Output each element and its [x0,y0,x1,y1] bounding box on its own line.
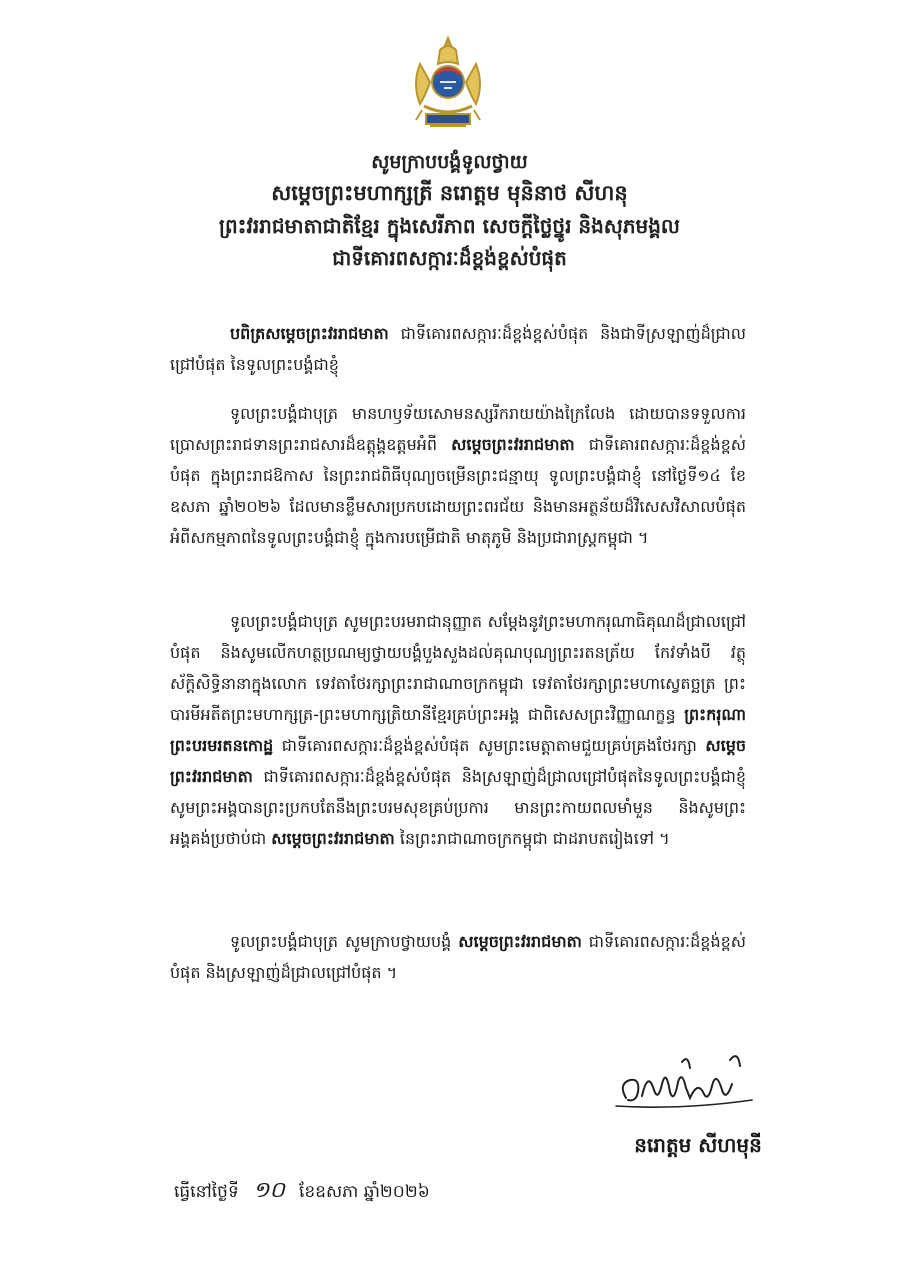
paragraph-text: ជាទីគោរពសក្ការៈដ៏ខ្ពង់ខ្ពស់បំផុត ក្នុងព្រះរាជឱកាស នៃព្រះរាជពិធីបុណ្យចម្រើនព្រះជន្មាយុ ទូលព្រះបង្គំជាខ្ញុំ នៅថ្ងៃទី១៤ ខែឧសភា ឆ្នាំ២០២៦ ដែលមានខ្លឹមសារប្រកបដោយព្រះពរជ័យ និងមានអត្ថន័យដ៏វិសេសវិសាលបំផុត អំពីសកម្មភាពនៃទូលព្រះបង្គំជាខ្ញុំ ក្នុងការបម្រើជាតិ មាតុភូមិ និងប្រជារាស្ត្រកម្ពុជា ។ [170,435,746,547]
body-paragraph-1 [170,318,746,380]
body-paragraph-4 [170,926,746,988]
addressee-name: សម្តេចព្រះមហាក្សត្រី នរោត្តម មុនិនាថ សីហនុ [271,181,628,205]
royal-coat-of-arms-icon [400,34,496,134]
paragraph-text: ទូលព្រះបង្គំជាបុត្រ សូមព្រះបរមរាជានុញ្ញាត សម្តែងនូវព្រះមហាករុណាធិគុណដ៏ជ្រាលជ្រៅបំផុត និងសូមលើកហត្ថប្រណម្យថ្វាយបង្គំបួងសួងដល់គុណបុណ្យព្រះរតនត្រ័យ កែវទាំងបី វត្ថុស័ក្តិសិទ្ធិនានាក្នុងលោក ទេវតាថែរក្សាព្រះរាជាណាចក្រកម្ពុជា ទេវតាថែរក្សាព្រះមហាស្វេតច្ឆត្រ ព្រះបារមីអតីតព្រះមហាក្សត្រ-ព្រះមហាក្សត្រិយានីខ្មែរគ្រប់ព្រះអង្គ ជាពិសេសព្រះវិញ្ញាណក្ខន្ធ [170,612,746,724]
handwritten-signature-icon [612,1040,762,1120]
emphasized-title: សម្តេចព្រះវររាជមាតា [271,829,395,848]
emphasized-title: ព្រះករុណា ព្រះបរមរតនកោដ្ឋ [170,705,746,755]
signer-name: នរោត្តម សីហមុនី [634,1133,762,1157]
date-day: ១០ [252,1178,285,1203]
paragraph-text: ជាទីគោរពសក្ការៈដ៏ខ្ពង់ខ្ពស់បំផុត និងជាទីស្រឡាញ់ដ៏ជ្រាលជ្រៅបំផុត នៃទូលព្រះបង្គំជាខ្ញុំ [170,324,746,374]
date-prefix: ធ្វើនៅថ្ងៃទី [174,1182,239,1202]
emphasized-title: សម្តេចព្រះវររាជមាតា [458,932,582,951]
salutation-line: សូមក្រាបបង្គំទូលថ្វាយ [371,151,528,173]
paragraph-text: នៃព្រះរាជាណាចក្រកម្ពុជា ជាដរាបតរៀងទៅ ។ [394,829,670,848]
addressee-title: ព្រះវររាជមាតាជាតិខ្មែរ ក្នុងសេរីភាព សេចក្តីថ្លៃថ្នូរ និងសុភមង្គល [219,214,680,238]
paragraph-text: ទូលព្រះបង្គំជាបុត្រ មានហឫទ័យសោមនស្សរីករាយយ៉ាងក្រៃលែង ដោយបានទទួលការប្រោសព្រះរាជទានព្រះរាជសារដ៏ឧត្តុង្គឧត្តមអំពី [170,404,746,454]
date-month-year: ខែឧសភា ឆ្នាំ២០២៦ [298,1182,430,1202]
emphasized-title: បពិត្រសម្តេចព្រះវររាជមាតា [230,324,389,343]
paragraph-text: ជាទីគោរពសក្ការៈដ៏ខ្ពង់ខ្ពស់បំផុត សូមព្រះមេត្តាតាមជួយគ្រប់គ្រងថែរក្សា [273,736,706,755]
body-paragraph-2 [170,398,746,553]
body-paragraph-3 [170,606,746,854]
addressee-honorific: ជាទីគោរពសក្ការៈដ៏ខ្ពង់ខ្ពស់បំផុត [332,246,567,270]
paragraph-text: ទូលព្រះបង្គំជាបុត្រ សូមក្រាបថ្វាយបង្គំ [230,932,459,951]
date-line [174,1176,430,1208]
emphasized-title: សម្តេចព្រះវររាជមាតា [451,435,575,454]
paragraph-text: ជាទីគោរពសក្ការៈដ៏ខ្ពង់ខ្ពស់បំផុត និងស្រឡាញ់ដ៏ជ្រាលជ្រៅបំផុត ។ [170,932,747,982]
emphasized-title: សម្តេចព្រះវររាជមាតា [170,736,746,786]
paragraph-text: ជាទីគោរពសក្ការៈដ៏ខ្ពង់ខ្ពស់បំផុត និងស្រឡាញ់ដ៏ជ្រាលជ្រៅបំផុតនៃទូលព្រះបង្គំជាខ្ញុំ សូមព្រះអង្គបានព្រះប្រកបតែនឹងព្រះបរមសុខគ្រប់ប្រការ មានព្រះកាយពលមាំមួន និងសូមព្រះអង្គគង់ប្រថាប់ជា [170,767,746,848]
